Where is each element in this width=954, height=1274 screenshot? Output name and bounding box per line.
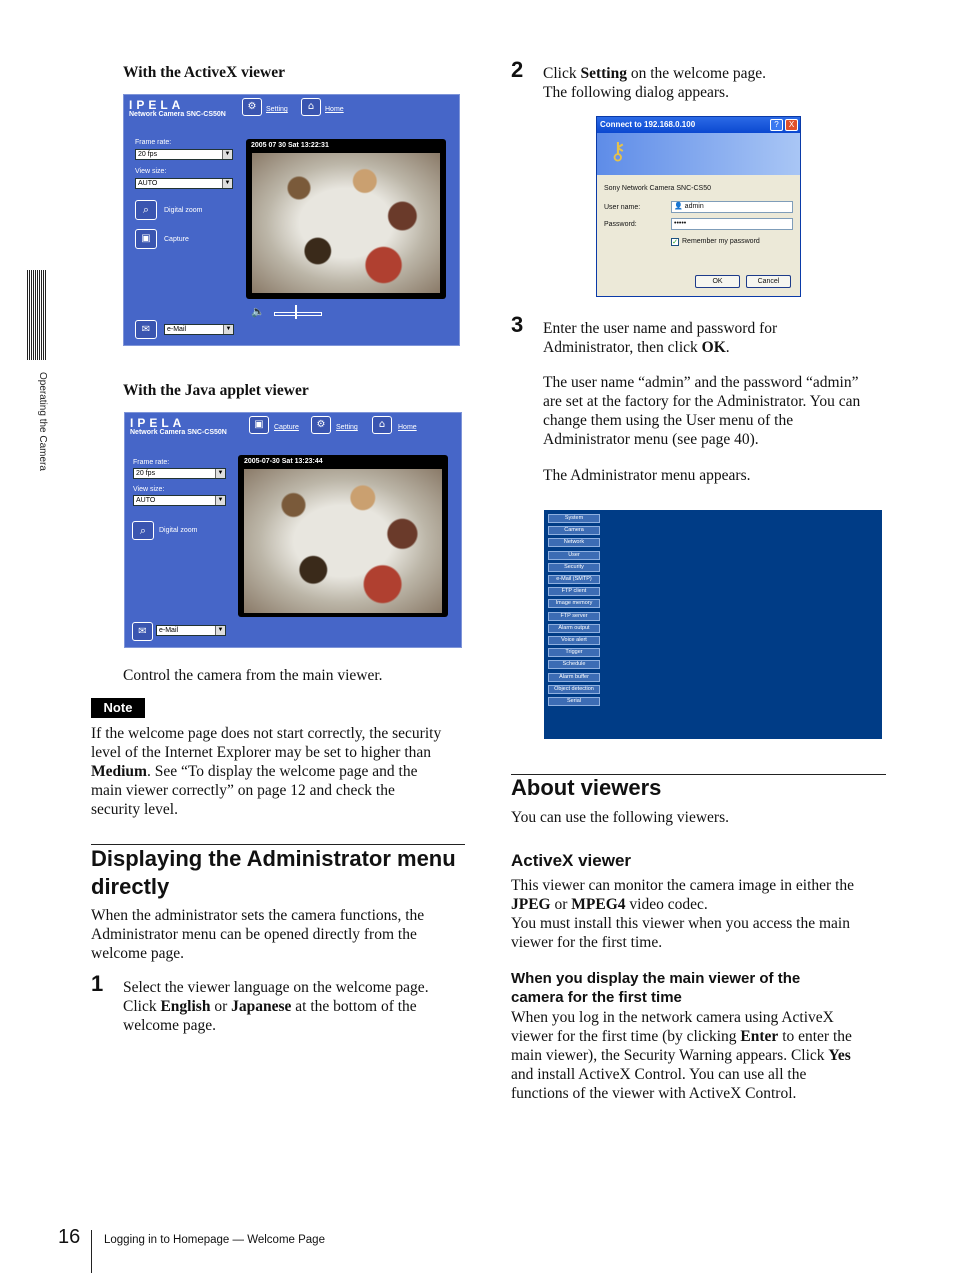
digital-zoom-icon[interactable]: ⌕ [135, 200, 157, 220]
step2-text [543, 64, 893, 102]
side-tab [20, 372, 60, 502]
frame-rate-select[interactable] [135, 149, 233, 160]
note-badge: Note [91, 698, 145, 718]
step-line [543, 338, 893, 357]
step-line: Select the viewer language on the welcome page. [123, 979, 429, 996]
step-number: 3 [511, 312, 524, 337]
chevron-down-icon: ▼ [222, 179, 232, 188]
frame-rate-select[interactable] [133, 468, 226, 479]
mpeg4-emphasis: MPEG4 [571, 896, 626, 913]
ok-button[interactable]: OK [695, 275, 740, 288]
para-line: When the administrator sets the camera functions, the [91, 907, 425, 924]
note-emphasis: Medium [91, 763, 147, 780]
para-line: functions of the viewer with ActiveX Control. [511, 1085, 797, 1102]
para-line: viewer for the first time. [511, 934, 663, 951]
step-number: 2 [511, 57, 524, 82]
remember-checkbox[interactable]: ✓ [672, 238, 678, 246]
java-caption: With the Java applet viewer [123, 382, 309, 399]
mail-icon[interactable]: ✉ [132, 622, 153, 641]
chevron-down-icon: ▼ [223, 325, 233, 334]
para-line: and install ActiveX Control. You can use all the [511, 1066, 807, 1083]
note-line: level of the Internet Explorer may be set to higher than [91, 744, 432, 761]
brand-logo: IPELA [130, 416, 186, 430]
frame-rate-label: Frame rate: [133, 459, 170, 466]
para-line: Administrator menu (see page 40). [543, 431, 759, 448]
text-run: . [725, 339, 730, 356]
text-run: to enter the [778, 1028, 852, 1045]
english-emphasis: English [160, 998, 211, 1015]
mail-select[interactable] [156, 625, 226, 636]
admin-menu-item[interactable]: Alarm buffer [548, 673, 600, 682]
para-line: are set at the factory for the Administrator. You can [543, 393, 861, 410]
heading-line: camera for the first time [511, 989, 682, 1006]
admin-direct-heading [91, 845, 471, 901]
admin-menu-item[interactable]: Security [548, 563, 600, 572]
para-line [511, 1027, 891, 1046]
japanese-emphasis: Japanese [231, 998, 292, 1015]
capture-icon[interactable]: ▣ [135, 229, 157, 249]
side-tab-marker [27, 270, 47, 360]
note-line-rest: . See “To display the welcome page and the [146, 763, 418, 780]
mail-value: e-Mail [167, 326, 187, 333]
about-intro: You can use the following viewers. [511, 809, 729, 826]
setting-icon[interactable]: ⚙ [311, 416, 331, 434]
note-line: main viewer correctly” on page 12 and check the [91, 782, 395, 799]
home-icon[interactable]: ⌂ [301, 98, 321, 116]
para-line: When you log in the network camera using ActiveX [511, 1009, 834, 1026]
setting-emphasis: Setting [580, 65, 627, 82]
home-icon[interactable]: ⌂ [372, 416, 392, 434]
home-link[interactable]: Home [398, 424, 417, 431]
step-number: 1 [91, 971, 104, 996]
note-line: security level. [91, 801, 178, 818]
image-timestamp: 2005-07-30 Sat 13:23:44 [244, 458, 323, 465]
activex-paragraph [511, 876, 891, 952]
admin-menu-item[interactable]: User [548, 551, 600, 560]
para-line: You must install this viewer when you access the main [511, 915, 850, 932]
administrator-menu-screenshot [544, 510, 882, 739]
running-title: Logging in to Homepage — Welcome Page [104, 1234, 325, 1246]
admin-menu-item[interactable]: Schedule [548, 660, 600, 669]
activex-heading: ActiveX viewer [511, 851, 632, 870]
volume-icon[interactable]: 🔈 [251, 305, 265, 318]
user-icon: 👤 [674, 203, 683, 210]
chevron-down-icon: ▼ [215, 469, 225, 478]
step1-text [123, 978, 473, 1035]
about-viewers-heading: About viewers [511, 775, 662, 800]
cancel-button[interactable]: Cancel [746, 275, 791, 288]
text-run: or [210, 998, 232, 1015]
model-name: Network Camera SNC-CS50N [129, 111, 226, 118]
digital-zoom-icon[interactable]: ⌕ [132, 521, 154, 540]
remember-label: Remember my password [682, 238, 760, 245]
view-size-label: View size: [135, 168, 167, 175]
image-timestamp: 2005 07 30 Sat 13:22:31 [251, 142, 329, 149]
note-line [91, 762, 471, 781]
connect-dialog [596, 116, 801, 297]
admin-menu-item[interactable]: e-Mail (SMTP) [548, 575, 600, 584]
frame-rate-value: 20 fps [136, 470, 156, 477]
admin-menu-item[interactable]: Trigger [548, 648, 600, 657]
setting-icon[interactable]: ⚙ [242, 98, 262, 116]
text-run: at the bottom of the [291, 998, 417, 1015]
username-label: User name: [604, 204, 641, 211]
side-tab-label: Operating the Camera [37, 372, 48, 471]
heading-line: Displaying the Administrator menu [91, 846, 456, 871]
view-size-label: View size: [133, 486, 165, 493]
mail-icon[interactable]: ✉ [135, 320, 157, 339]
admin-direct-paragraph [91, 906, 471, 963]
chevron-down-icon: ▼ [215, 496, 225, 505]
enter-emphasis: Enter [740, 1028, 779, 1045]
frame-rate-value: 20 fps [138, 151, 158, 158]
step-line: welcome page. [123, 1017, 216, 1034]
text-run: Click [543, 65, 581, 82]
username-field[interactable] [671, 201, 793, 213]
para-line: change them using the User menu of the [543, 412, 794, 429]
view-size-select[interactable] [135, 178, 233, 189]
view-size-value: AUTO [138, 180, 158, 187]
admin-menu-item[interactable]: Network [548, 538, 600, 547]
text-run: Click [123, 998, 161, 1015]
close-button[interactable]: X [785, 119, 798, 131]
text-run: viewer for the first time (by clicking [511, 1028, 741, 1045]
text-run: main viewer), the Security Warning appears. Click [511, 1047, 829, 1064]
mail-select[interactable] [164, 324, 234, 335]
camera-image-frame [238, 455, 448, 617]
chevron-down-icon: ▼ [222, 150, 232, 159]
para-line: This viewer can monitor the camera image in either the [511, 877, 855, 894]
text-run: video codec. [625, 896, 708, 913]
step3-text [543, 319, 893, 357]
dialog-title: Connect to 192.168.0.100 [600, 120, 696, 129]
first-time-paragraph [511, 1008, 891, 1103]
para-line: welcome page. [91, 945, 184, 962]
username-value: admin [684, 203, 704, 210]
control-text: Control the camera from the main viewer. [123, 667, 383, 684]
password-label: Password: [604, 221, 637, 228]
capture-label: Capture [164, 236, 189, 243]
note-text [91, 724, 471, 819]
text-run: or [550, 896, 572, 913]
heading-line: directly [91, 874, 170, 899]
para-line: Administrator menu can be opened directly from the [91, 926, 417, 943]
activex-caption: With the ActiveX viewer [123, 64, 285, 81]
admin-menu-item[interactable]: Voice alert [548, 636, 600, 645]
text-run: on the welcome page. [626, 65, 766, 82]
digital-zoom-label: Digital zoom [164, 207, 203, 214]
admin-menu-item[interactable]: FTP client [548, 587, 600, 596]
chevron-down-icon: ▼ [215, 626, 225, 635]
view-size-value: AUTO [136, 497, 156, 504]
camera-image [252, 153, 440, 293]
camera-image [244, 469, 442, 613]
step-line: Enter the user name and password for [543, 320, 778, 337]
admin-menu-item[interactable]: Image memory [548, 599, 600, 608]
setting-link[interactable]: Setting [266, 106, 288, 113]
capture-link[interactable]: Capture [274, 424, 299, 431]
setting-link[interactable]: Setting [336, 424, 358, 431]
admin-menu-item[interactable]: Serial [548, 697, 600, 706]
step-line [123, 997, 473, 1016]
step3-result: The Administrator menu appears. [543, 467, 751, 484]
activex-viewer-screenshot [123, 94, 460, 346]
step3-paragraph [543, 373, 893, 449]
keys-icon: ⚷ [609, 137, 627, 165]
first-time-heading [511, 969, 891, 1007]
heading-line: When you display the main viewer of the [511, 970, 801, 987]
step-line: The following dialog appears. [543, 84, 729, 101]
digital-zoom-label: Digital zoom [159, 527, 198, 534]
password-field[interactable] [671, 218, 793, 230]
camera-image-frame [246, 139, 446, 299]
admin-menu-item[interactable]: FTP server [548, 612, 600, 621]
volume-slider-handle[interactable] [295, 305, 297, 319]
step-line [543, 64, 893, 83]
frame-rate-label: Frame rate: [135, 139, 172, 146]
java-viewer-screenshot [124, 412, 462, 648]
view-size-select[interactable] [133, 495, 226, 506]
volume-slider[interactable] [274, 312, 322, 316]
footer-divider [91, 1230, 92, 1273]
note-line: If the welcome page does not start correctly, the security [91, 725, 442, 742]
admin-menu-item[interactable]: System [548, 514, 600, 523]
ok-emphasis: OK [701, 339, 726, 356]
password-value: ••••• [674, 220, 687, 227]
mail-value: e-Mail [159, 627, 179, 634]
dialog-banner [597, 133, 800, 175]
admin-menu-item[interactable]: Alarm output [548, 624, 600, 633]
brand-logo: IPELA [129, 98, 185, 112]
page-number: 16 [58, 1226, 81, 1248]
help-button[interactable]: ? [770, 119, 783, 131]
capture-icon[interactable]: ▣ [249, 416, 269, 434]
yes-emphasis: Yes [828, 1047, 851, 1064]
model-name: Network Camera SNC-CS50N [130, 429, 227, 436]
dialog-site: Sony Network Camera SNC-CS50 [604, 185, 711, 192]
para-line: The user name “admin” and the password “admin” [543, 374, 859, 391]
text-run: Administrator, then click [543, 339, 702, 356]
para-line [511, 1046, 891, 1065]
admin-menu-item[interactable]: Camera [548, 526, 600, 535]
para-line [511, 895, 891, 914]
home-link[interactable]: Home [325, 106, 344, 113]
admin-menu-item[interactable]: Object detection [548, 685, 600, 694]
jpeg-emphasis: JPEG [511, 896, 551, 913]
